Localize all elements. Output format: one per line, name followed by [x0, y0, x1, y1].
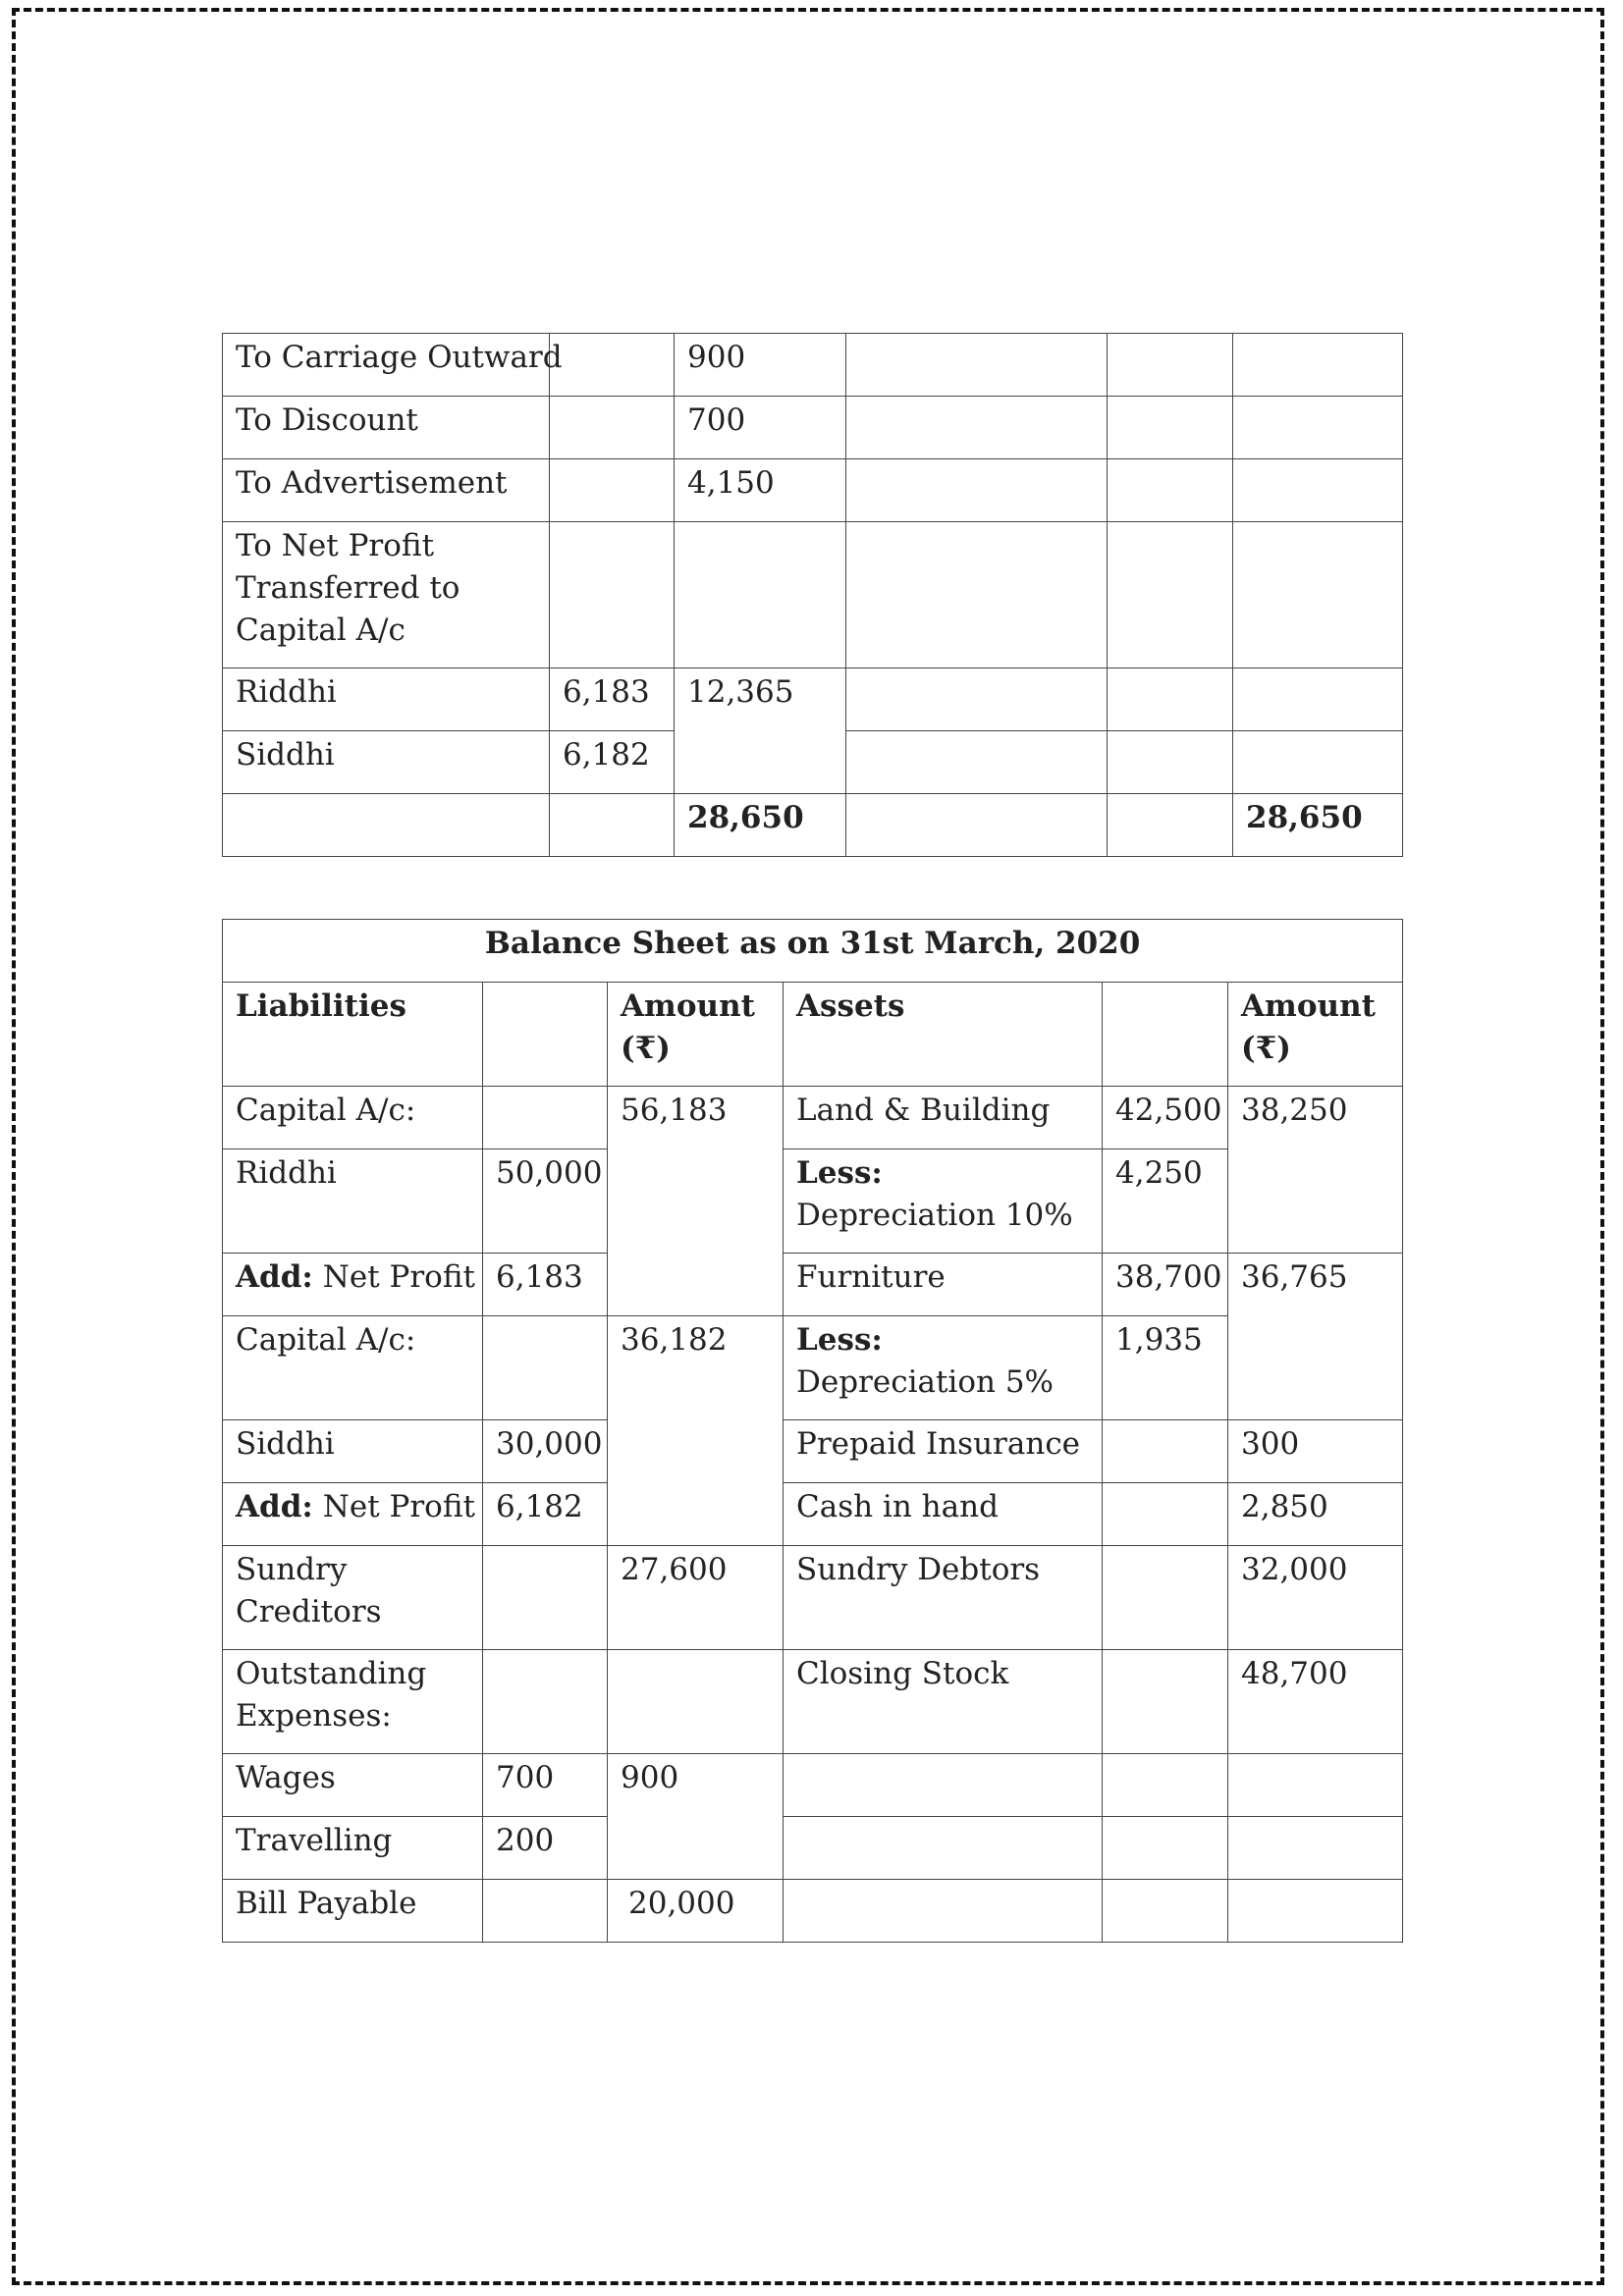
debtors-amount: 32,000	[1228, 1546, 1403, 1650]
table-row	[223, 334, 1403, 397]
pl-particular: Riddhi	[223, 668, 550, 731]
table-row	[223, 397, 1403, 459]
balance-sheet-title: Balance Sheet as on 31st March, 2020	[223, 920, 1403, 983]
debtors-label: Sundry Debtors	[784, 1546, 1103, 1650]
furniture-net: 36,765	[1228, 1254, 1403, 1420]
land-label: Land & Building	[784, 1087, 1103, 1149]
profit-loss-table	[222, 333, 1403, 857]
table-row	[223, 1880, 1403, 1943]
table-row	[223, 1149, 1403, 1254]
stock-amount: 48,700	[1228, 1650, 1403, 1754]
wages-label: Wages	[223, 1754, 483, 1817]
pl-particular: Siddhi	[223, 731, 550, 794]
table-row	[223, 1546, 1403, 1650]
table-row	[223, 668, 1403, 731]
wages-amount: 700	[483, 1754, 608, 1817]
balance-sheet-table	[222, 919, 1403, 1943]
riddhi-label: Riddhi	[223, 1149, 483, 1254]
pl-particular: To Carriage Outward	[223, 334, 550, 397]
pl-amount: 900	[675, 334, 846, 397]
prepaid-label: Prepaid Insurance	[784, 1420, 1103, 1483]
pl-amount: 4,150	[675, 459, 846, 522]
cash-label: Cash in hand	[784, 1483, 1103, 1546]
outstanding-label: Outstanding Expenses:	[223, 1650, 483, 1754]
header-liabilities: Liabilities	[223, 983, 483, 1087]
pl-particular: To Discount	[223, 397, 550, 459]
header-assets: Assets	[784, 983, 1103, 1087]
table-row	[223, 1420, 1403, 1483]
land-amount: 42,500	[1103, 1087, 1228, 1149]
land-net: 38,250	[1228, 1087, 1403, 1254]
pl-amount: 12,365	[675, 668, 846, 794]
riddhi-net-profit-label: Add: Net Profit	[223, 1254, 483, 1316]
siddhi-amount: 30,000	[483, 1420, 608, 1483]
capital-riddhi-label: Capital A/c:	[223, 1087, 483, 1149]
furniture-label: Furniture	[784, 1254, 1103, 1316]
prepaid-amount: 300	[1228, 1420, 1403, 1483]
table-row	[223, 1754, 1403, 1817]
outstanding-total: 900	[608, 1754, 784, 1880]
table-row	[223, 459, 1403, 522]
capital-riddhi-total: 56,183	[608, 1087, 784, 1316]
balance-sheet-header-row	[223, 983, 1403, 1087]
table-row	[223, 1483, 1403, 1546]
siddhi-net-profit-label: Add: Net Profit	[223, 1483, 483, 1546]
table-row	[223, 1817, 1403, 1880]
pl-sub-amount: 6,183	[550, 668, 675, 731]
table-row	[223, 1254, 1403, 1316]
stock-label: Closing Stock	[784, 1650, 1103, 1754]
furniture-depreciation-label: Less: Depreciation 5%	[784, 1316, 1103, 1420]
balance-sheet-title-row	[223, 920, 1403, 983]
travelling-amount: 200	[483, 1817, 608, 1880]
bill-payable-label: Bill Payable	[223, 1880, 483, 1943]
land-depreciation-label: Less: Depreciation 10%	[784, 1149, 1103, 1254]
bill-payable-amount: 20,000	[608, 1880, 784, 1943]
riddhi-net-profit: 6,183	[483, 1254, 608, 1316]
sundry-creditors-label: Sundry Creditors	[223, 1546, 483, 1650]
pl-amount: 700	[675, 397, 846, 459]
pl-total-credit: 28,650	[1233, 794, 1403, 857]
table-row	[223, 1087, 1403, 1149]
table-row	[223, 1316, 1403, 1420]
siddhi-label: Siddhi	[223, 1420, 483, 1483]
riddhi-amount: 50,000	[483, 1149, 608, 1254]
capital-siddhi-label: Capital A/c:	[223, 1316, 483, 1420]
land-dep-amount: 4,250	[1103, 1149, 1228, 1254]
travelling-label: Travelling	[223, 1817, 483, 1880]
header-amount-liabilities: Amount (₹)	[608, 983, 784, 1087]
table-row	[223, 1650, 1403, 1754]
capital-siddhi-total: 36,182	[608, 1316, 784, 1546]
siddhi-net-profit: 6,182	[483, 1483, 608, 1546]
table-row	[223, 522, 1403, 668]
furniture-amount: 38,700	[1103, 1254, 1228, 1316]
pl-sub-amount: 6,182	[550, 731, 675, 794]
table-row-total	[223, 794, 1403, 857]
furniture-dep-amount: 1,935	[1103, 1316, 1228, 1420]
cash-amount: 2,850	[1228, 1483, 1403, 1546]
header-amount-assets: Amount (₹)	[1228, 983, 1403, 1087]
sundry-creditors-amount: 27,600	[608, 1546, 784, 1650]
pl-total-debit: 28,650	[675, 794, 846, 857]
pl-particular: To Net Profit Transferred to Capital A/c	[223, 522, 550, 668]
pl-particular: To Advertisement	[223, 459, 550, 522]
